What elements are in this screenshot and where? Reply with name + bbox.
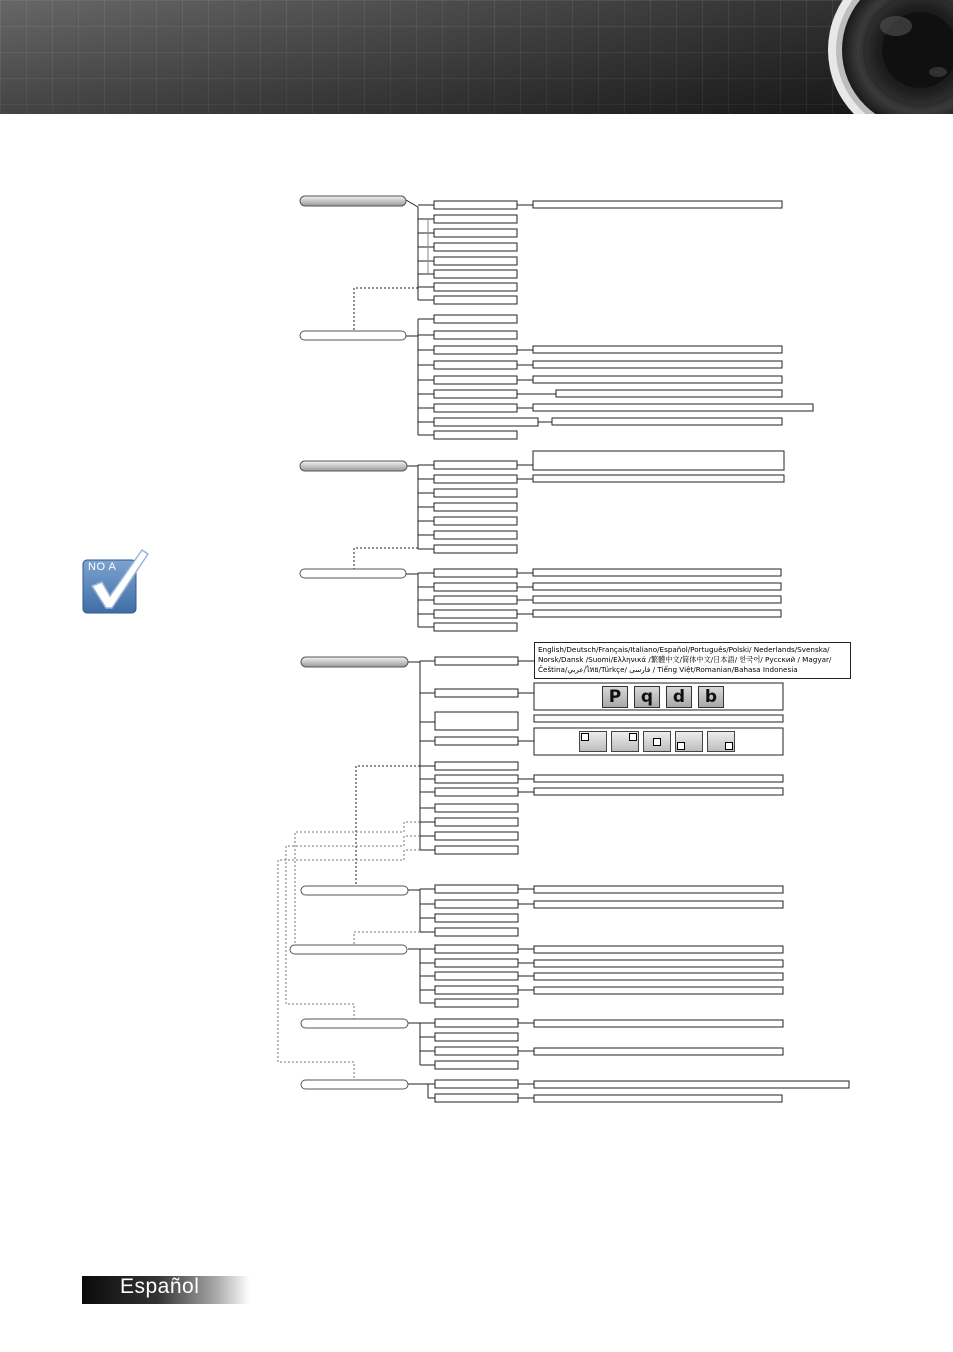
- language-options-line-1: English/Deutsch/Français/Italiano/Español/Português/Polski/ Nederlands/Svenska/: [538, 645, 830, 654]
- menu-location-bottom-right-icon: [707, 731, 735, 752]
- language-options-line-3: Čeština/عربي/ไทย/Türkçe/ فارسی / Tiếng Việt/Romanian/Bahasa Indonesia: [538, 665, 798, 674]
- language-options-line-2: Norsk/Dansk /Suomi/Ελληνικά /繁體中文/简体中文/日本語/ 한국어/ Русский / Magyar/: [538, 655, 832, 664]
- projection-rear-ceiling-icon: b: [698, 686, 724, 708]
- menu-location-bottom-left-icon: [675, 731, 703, 752]
- menu-location-top-right-icon: [611, 731, 639, 752]
- projection-rear-icon: q: [634, 686, 660, 708]
- checkmark-note-icon: [82, 548, 152, 616]
- language-options-box: [534, 642, 851, 679]
- note-label: NO A: [88, 561, 117, 573]
- menu-location-center-icon: [643, 731, 671, 752]
- projection-ceiling-icon: d: [666, 686, 692, 708]
- projection-front-icon: P: [602, 686, 628, 708]
- menu-location-top-left-icon: [579, 731, 607, 752]
- language-tab-label: Español: [120, 1275, 200, 1298]
